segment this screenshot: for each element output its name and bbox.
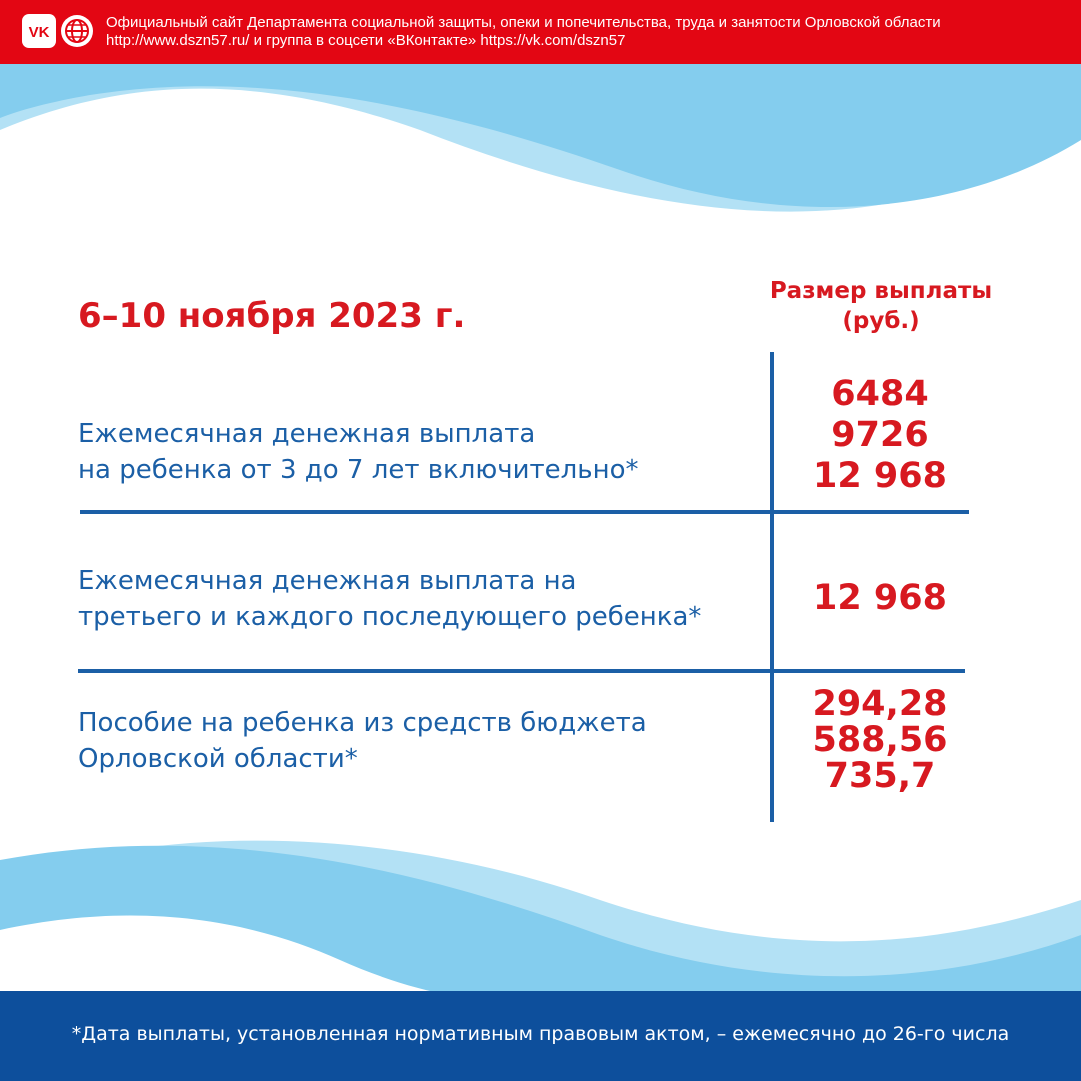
row-1-label [78, 416, 639, 488]
column-header-line1: Размер выплаты [769, 278, 993, 304]
table-row-divider-2 [78, 669, 965, 673]
row-3-value-2: 588,56 [812, 720, 948, 760]
header-title: Официальный сайт Департамента социальной защиты, опеки и попечительства, труда и занятости Орловской области [106, 14, 941, 31]
row-2-label [78, 563, 701, 635]
row-3-values [775, 686, 985, 794]
row-3-value-3: 735,7 [824, 756, 936, 796]
globe-icon[interactable] [60, 14, 94, 48]
table-row-divider-1 [80, 510, 969, 514]
row-1-value-2: 9726 [831, 415, 929, 455]
vk-logo-text: VK [28, 24, 50, 41]
row-2-values [775, 578, 985, 619]
row-3-label-line2: Орловской области* [78, 744, 358, 774]
table-vertical-divider [770, 352, 774, 822]
row-3-label [78, 705, 647, 777]
date-title: 6–10 ноября 2023 г. [78, 296, 466, 336]
row-1-value-3: 12 968 [813, 456, 947, 496]
row-1-label-line1: Ежемесячная денежная выплата [78, 419, 536, 449]
footnote: *Дата выплаты, установленная нормативным правовым актом, – ежемесячно до 26-го числа [71, 1023, 1010, 1045]
row-1-values [775, 374, 985, 497]
row-3-value-1: 294,28 [812, 684, 948, 724]
header-links[interactable]: http://www.dszn57.ru/ и группа в соцсети «ВКонтакте» https://vk.com/dszn57 [106, 32, 626, 49]
footer-bar [0, 991, 1081, 1081]
column-header [740, 276, 1022, 336]
row-3-label-line1: Пособие на ребенка из средств бюджета [78, 708, 647, 738]
row-2-label-line2: третьего и каждого последующего ребенка* [78, 602, 702, 632]
row-1-value-1: 6484 [831, 374, 929, 414]
column-header-line2: (руб.) [842, 308, 920, 334]
row-2-value-1: 12 968 [813, 578, 947, 618]
row-1-label-line2: на ребенка от 3 до 7 лет включительно* [78, 455, 639, 485]
vk-logo-icon[interactable] [22, 14, 56, 48]
header-bar [0, 0, 1081, 64]
row-2-label-line1: Ежемесячная денежная выплата на [78, 566, 577, 596]
